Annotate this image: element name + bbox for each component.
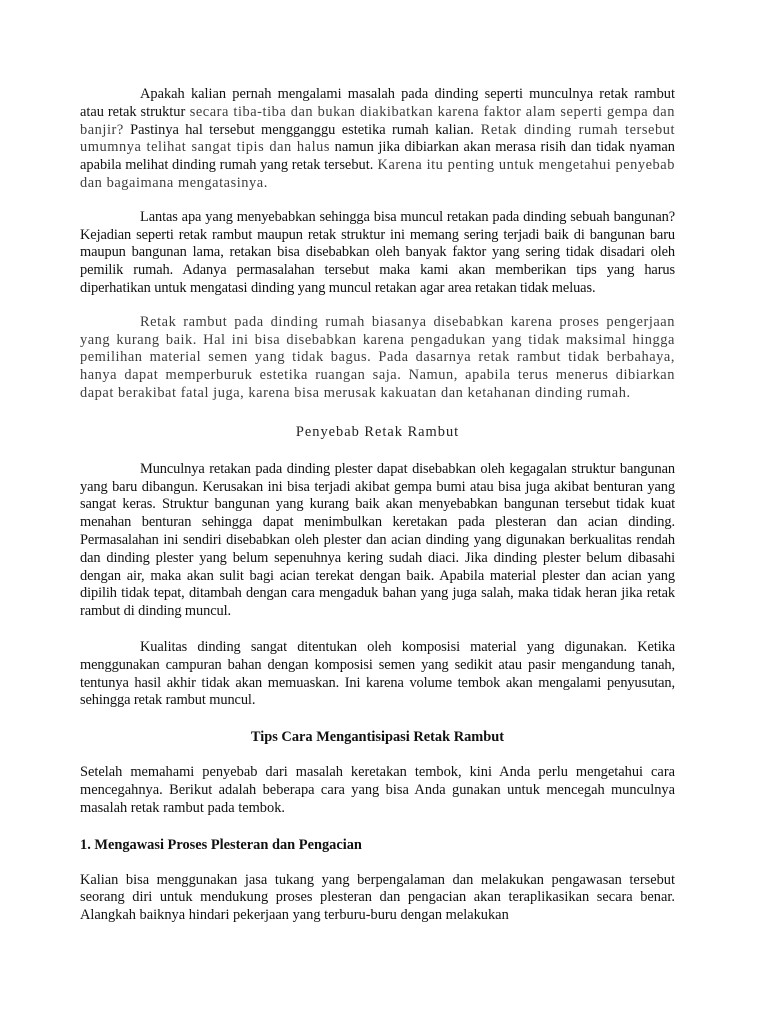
intro-text-a: Apakah kalian pernah mengalami masalah pada dinding seperti munculnya retak rambut atau retak struktur xyxy=(80,86,675,120)
intro-text-b: secara tiba-tiba dan bukan diakibatkan karena faktor alam seperti gempa dan banjir? xyxy=(80,103,675,138)
spacer xyxy=(80,710,675,728)
intro-text-d: Retak dinding rumah tersebut umumnya telihat sangat tipis dan halus xyxy=(80,121,675,156)
paragraph-hairline-crack: Retak rambut pada dinding rumah biasanya disebabkan karena proses pengerjaan yang kurang baik. Hal ini bisa disebabkan karena pengadukan yang tidak maksimal hingga pemilihan material semen yang tidak bagus. Pada dasarnya retak rambut tidak berbahaya, hanya dapat memperburuk estetika ruangan saja. Namun, apabila terus menerus dibiarkan dapat berakibat fatal juga, karena bisa merusak kakuatan dan ketahanan dinding rumah. xyxy=(80,313,675,401)
spacer xyxy=(80,298,675,314)
paragraph-intro xyxy=(80,86,675,193)
intro-text-c: Pastinya hal tersebut mengganggu estetika rumah kalian. xyxy=(123,121,474,138)
intro-text-f: Karena itu penting untuk mengetahui penyebab dan bagaimana mengatasinya. xyxy=(80,157,675,191)
spacer xyxy=(80,403,675,423)
subheading-tip-1: 1. Mengawasi Proses Plesteran dan Pengacian xyxy=(80,836,362,853)
spacer xyxy=(80,854,675,872)
spacer xyxy=(80,746,675,764)
document-body xyxy=(80,86,675,925)
spacer xyxy=(80,818,675,836)
paragraph-material-quality: Kualitas dinding sangat ditentukan oleh komposisi material yang digunakan. Ketika menggunakan campuran bahan dengan komposisi semen yang sedikit atau pasir mengandung tanah, tentunya hasil akhir tidak akan memuaskan. Ini karena volume tembok akan mengalami penyusutan, sehingga retak rambut muncul. xyxy=(80,638,675,709)
paragraph-tips-intro: Setelah memahami penyebab dari masalah keretakan tembok, kini Anda perlu mengetahui cara mencegahnya. Berikut adalah beberapa cara yang bisa Anda gunakan untuk mencegah munculnya masalah retak rambut pada tembok. xyxy=(80,764,675,816)
intro-text-e: namun jika dibiarkan akan merasa risih dan tidak nyaman apabila melihat dinding rumah yang retak tersebut. xyxy=(80,139,675,174)
section-heading-tips: Tips Cara Mengantisipasi Retak Rambut xyxy=(250,729,505,746)
paragraph-causes-question: Lantas apa yang menyebabkan sehingga bisa muncul retakan pada dinding sebuah bangunan? Kejadian seperti retak rambut maupun retak struktur ini memang sering terjadi baik di bangunan baru maupun bangunan lama, retakan bisa disebabkan oleh banyak faktor yang sering tidak disadari oleh pemilik rumah. Adanya permasalahan tersebut maka kami akan memberikan tips yang harus diperhatikan untuk mengatasi dinding yang muncul retakan agar area retakan tidak meluas. xyxy=(80,208,675,296)
section-heading-causes: Penyebab Retak Rambut xyxy=(295,423,460,440)
spacer xyxy=(80,621,675,639)
paragraph-structural-failure: Munculnya retakan pada dinding plester dapat disebabkan oleh kegagalan struktur bangunan yang baru dibangun. Kerusakan ini bisa terjadi akibat gempa bumi atau bisa juga akibat benturan yang sangat keras. Struktur bangunan yang kurang baik akan menyebabkan bangunan tersebut tidak kuat menahan benturan sehingga dapat menimbulkan keretakan pada plesteran dan acian dinding. Permasalahan ini sendiri disebabkan oleh plester dan acian dinding yang digunakan berkualitas rendah dan dinding plester yang belum sepenuhnya kering sudah diaci. Jika dinding plester belum dibasahi dengan air, maka akan sulit bagi acian terekat dengan baik. Apabila material plester dan acian yang dipilih tidak tepat, ditambah dengan cara mengaduk bahan yang juga salah, maka tidak heran jika retak rambut di dinding muncul. xyxy=(80,460,675,620)
paragraph-tip-1: Kalian bisa menggunakan jasa tukang yang berpengalaman dan melakukan pengawasan tersebut seorang diri untuk mendukung proses plesteran dan pengacian akan teraplikasikan secara benar. Alangkah baiknya hindari pekerjaan yang terburu-buru dengan melakukan xyxy=(80,871,675,924)
spacer xyxy=(80,193,675,209)
spacer xyxy=(80,441,675,461)
